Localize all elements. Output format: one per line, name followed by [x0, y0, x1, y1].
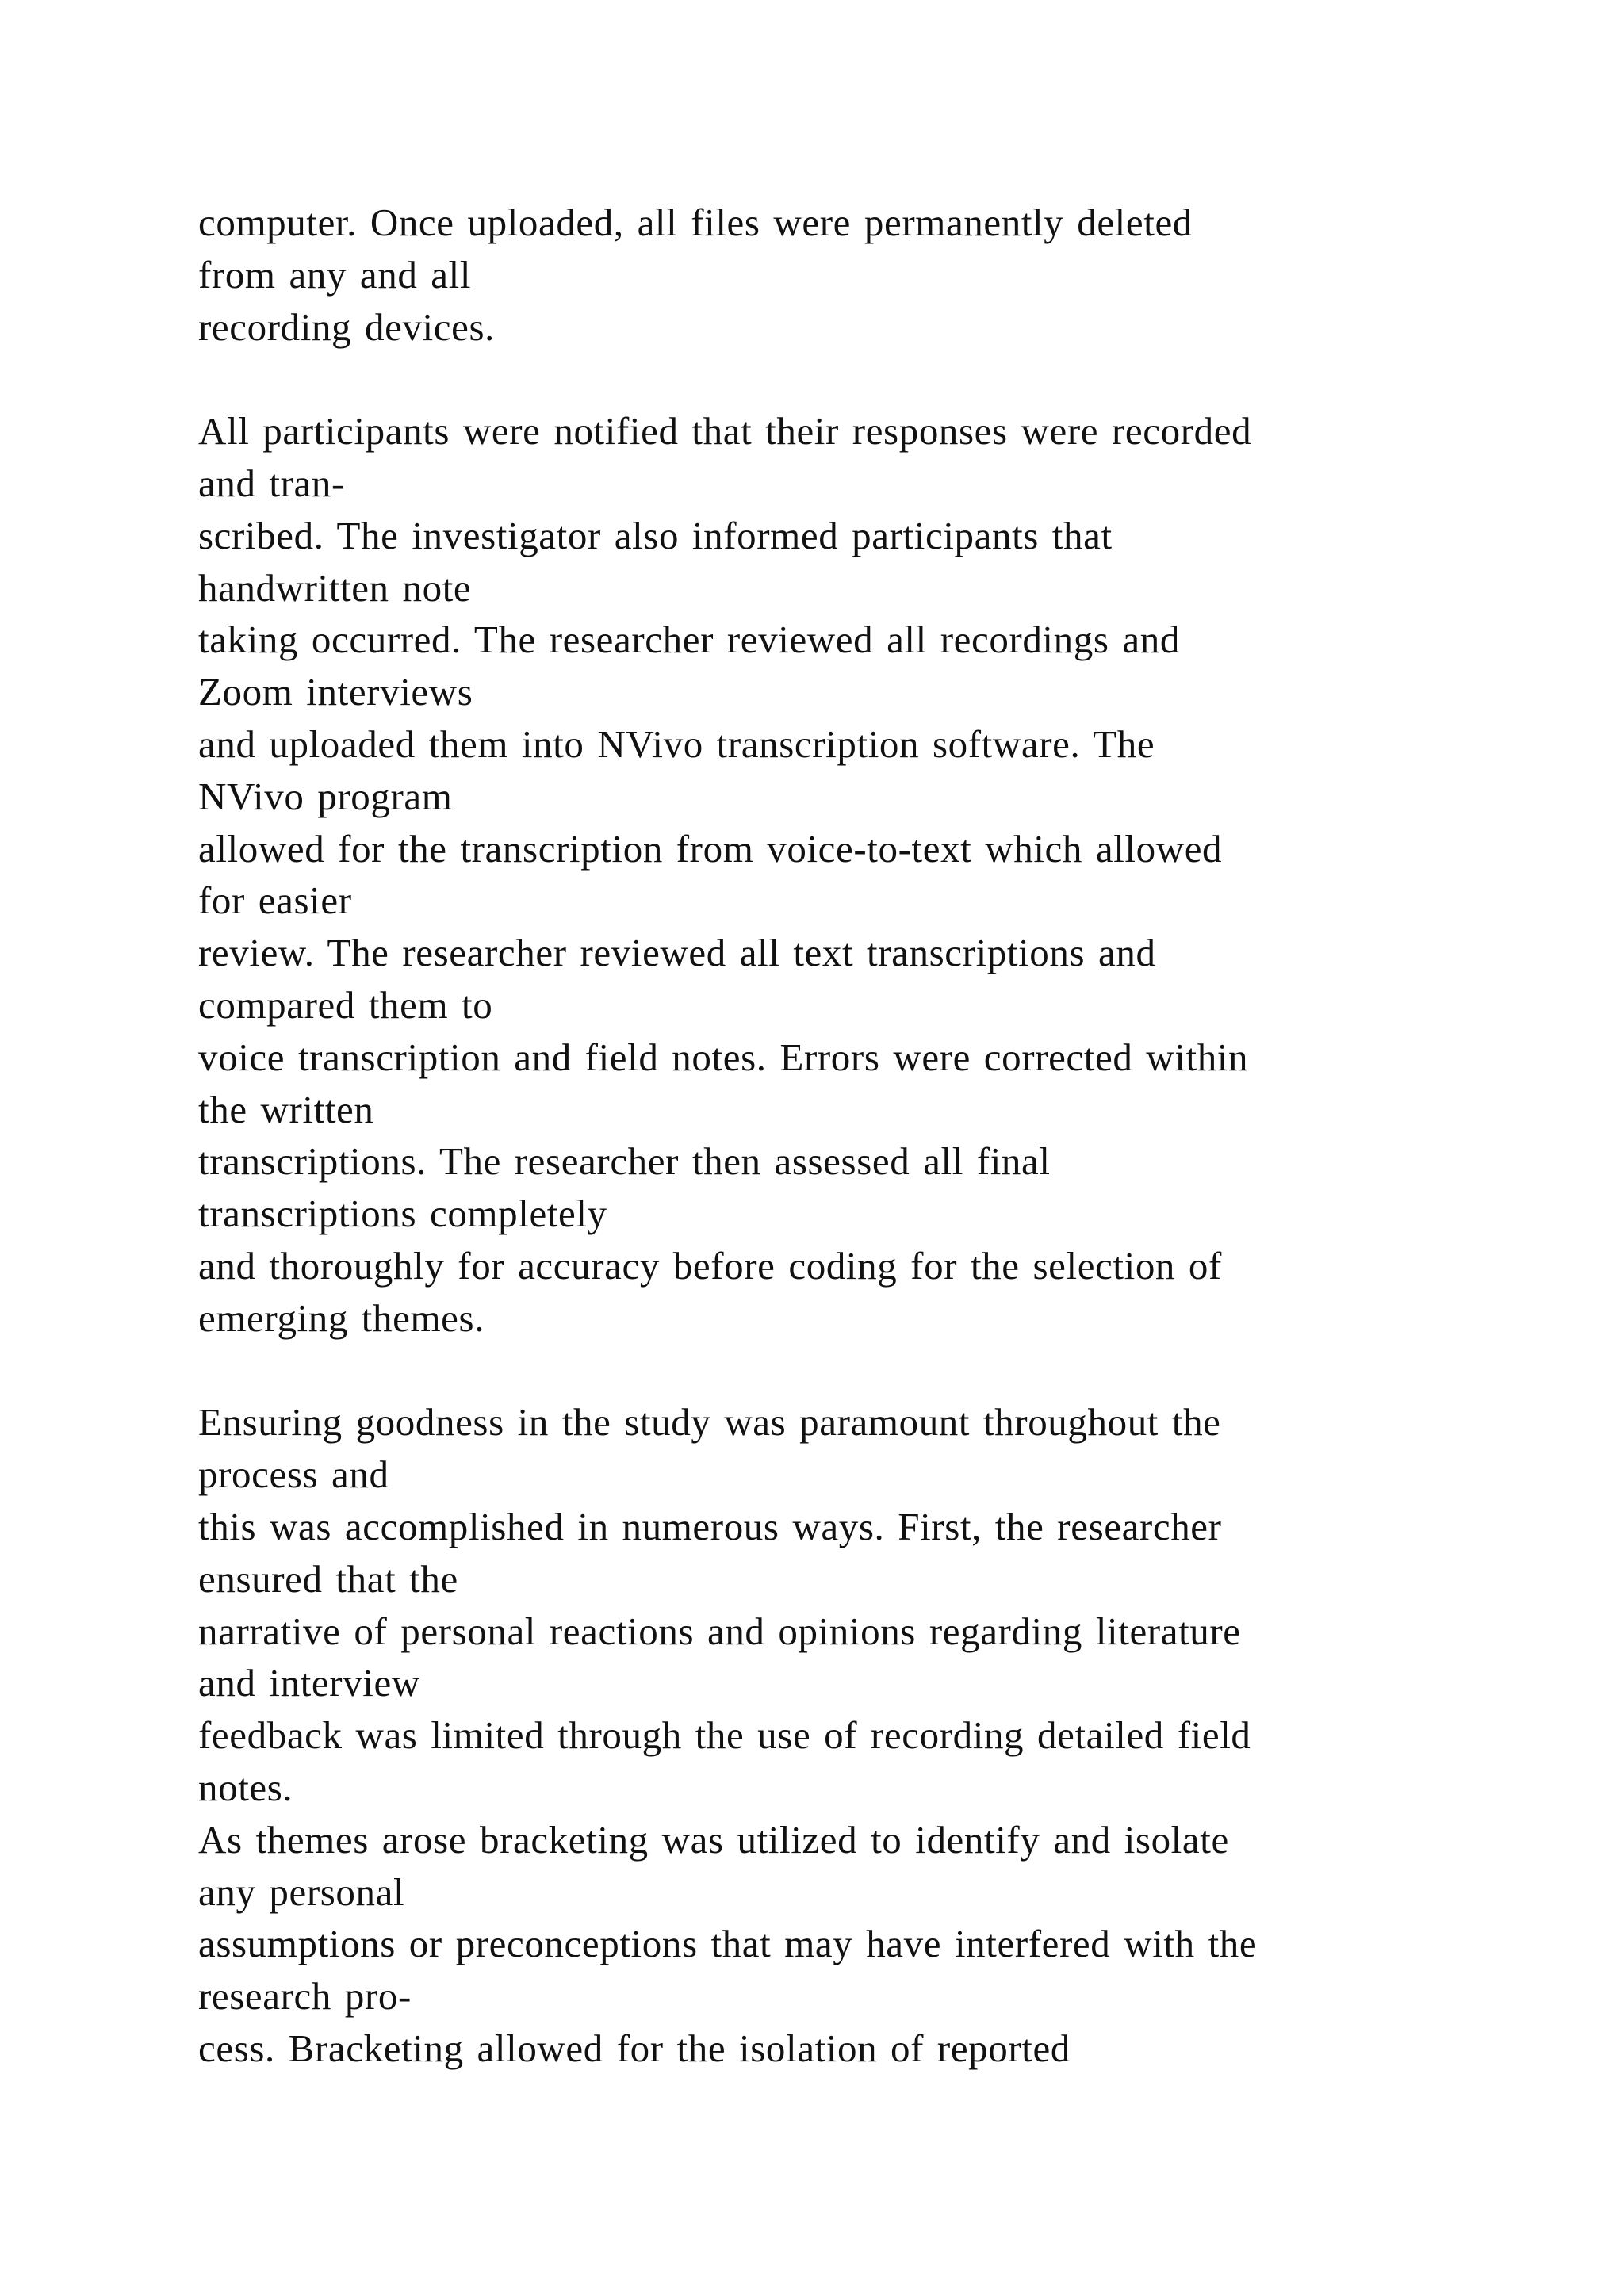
text-line: transcriptions completely — [198, 1192, 607, 1236]
text-line: Zoom interviews — [198, 670, 473, 714]
text-line: and tran- — [198, 461, 345, 505]
text-line: research pro- — [198, 1974, 412, 2019]
text-line: voice transcription and field notes. Errors were corrected within — [198, 1035, 1249, 1079]
text-line: narrative of personal reactions and opinions regarding literature — [198, 1609, 1241, 1653]
text-line: the written — [198, 1087, 374, 1131]
text-line: computer. Once uploaded, all files were permanently deleted — [198, 201, 1193, 244]
text-line: and uploaded them into NVivo transcription software. The — [198, 721, 1155, 766]
text-line: notes. — [198, 1765, 293, 1809]
text-line: for easier — [198, 878, 352, 923]
text-line: scribed. The investigator also informed participants that — [198, 513, 1113, 557]
text-line: compared them to — [198, 982, 493, 1027]
text-line: taking occurred. The researcher reviewed all recordings and — [198, 618, 1180, 662]
paragraph-gap — [198, 353, 1546, 405]
text-line: process and — [198, 1452, 389, 1497]
text-line: NVivo program — [198, 774, 453, 818]
text-line: any personal — [198, 1869, 405, 1914]
text-line: recording devices. — [198, 304, 495, 349]
text-line: As themes arose bracketing was utilized to identify and isolate — [198, 1817, 1229, 1862]
text-line: All participants were notified that their responses were recorded — [198, 409, 1252, 453]
text-line: assumptions or preconceptions that may have interfered with the — [198, 1922, 1258, 1966]
text-line: handwritten note — [198, 565, 472, 610]
text-line: cess. Bracketing allowed for the isolation of reported — [198, 2026, 1071, 2070]
body-text — [198, 197, 1546, 2075]
text-line: Ensuring goodness in the study was paramount throughout the — [198, 1400, 1221, 1445]
text-line: emerging themes. — [198, 1295, 485, 1340]
text-line: ensured that the — [198, 1556, 458, 1601]
text-line: and thoroughly for accuracy before coding for the selection of — [198, 1243, 1222, 1288]
text-line: and interview — [198, 1661, 420, 1705]
text-line: feedback was limited through the use of recording detailed field — [198, 1713, 1251, 1758]
text-line: from any and all — [198, 252, 472, 297]
text-line: this was accomplished in numerous ways. First, the researcher — [198, 1504, 1222, 1548]
text-line: transcriptions. The researcher then assessed all final — [198, 1139, 1051, 1184]
paragraph-gap — [198, 1345, 1546, 1397]
text-line: review. The researcher reviewed all text transcriptions and — [198, 931, 1156, 975]
text-line: allowed for the transcription from voice-to-text which allowed — [198, 826, 1223, 871]
